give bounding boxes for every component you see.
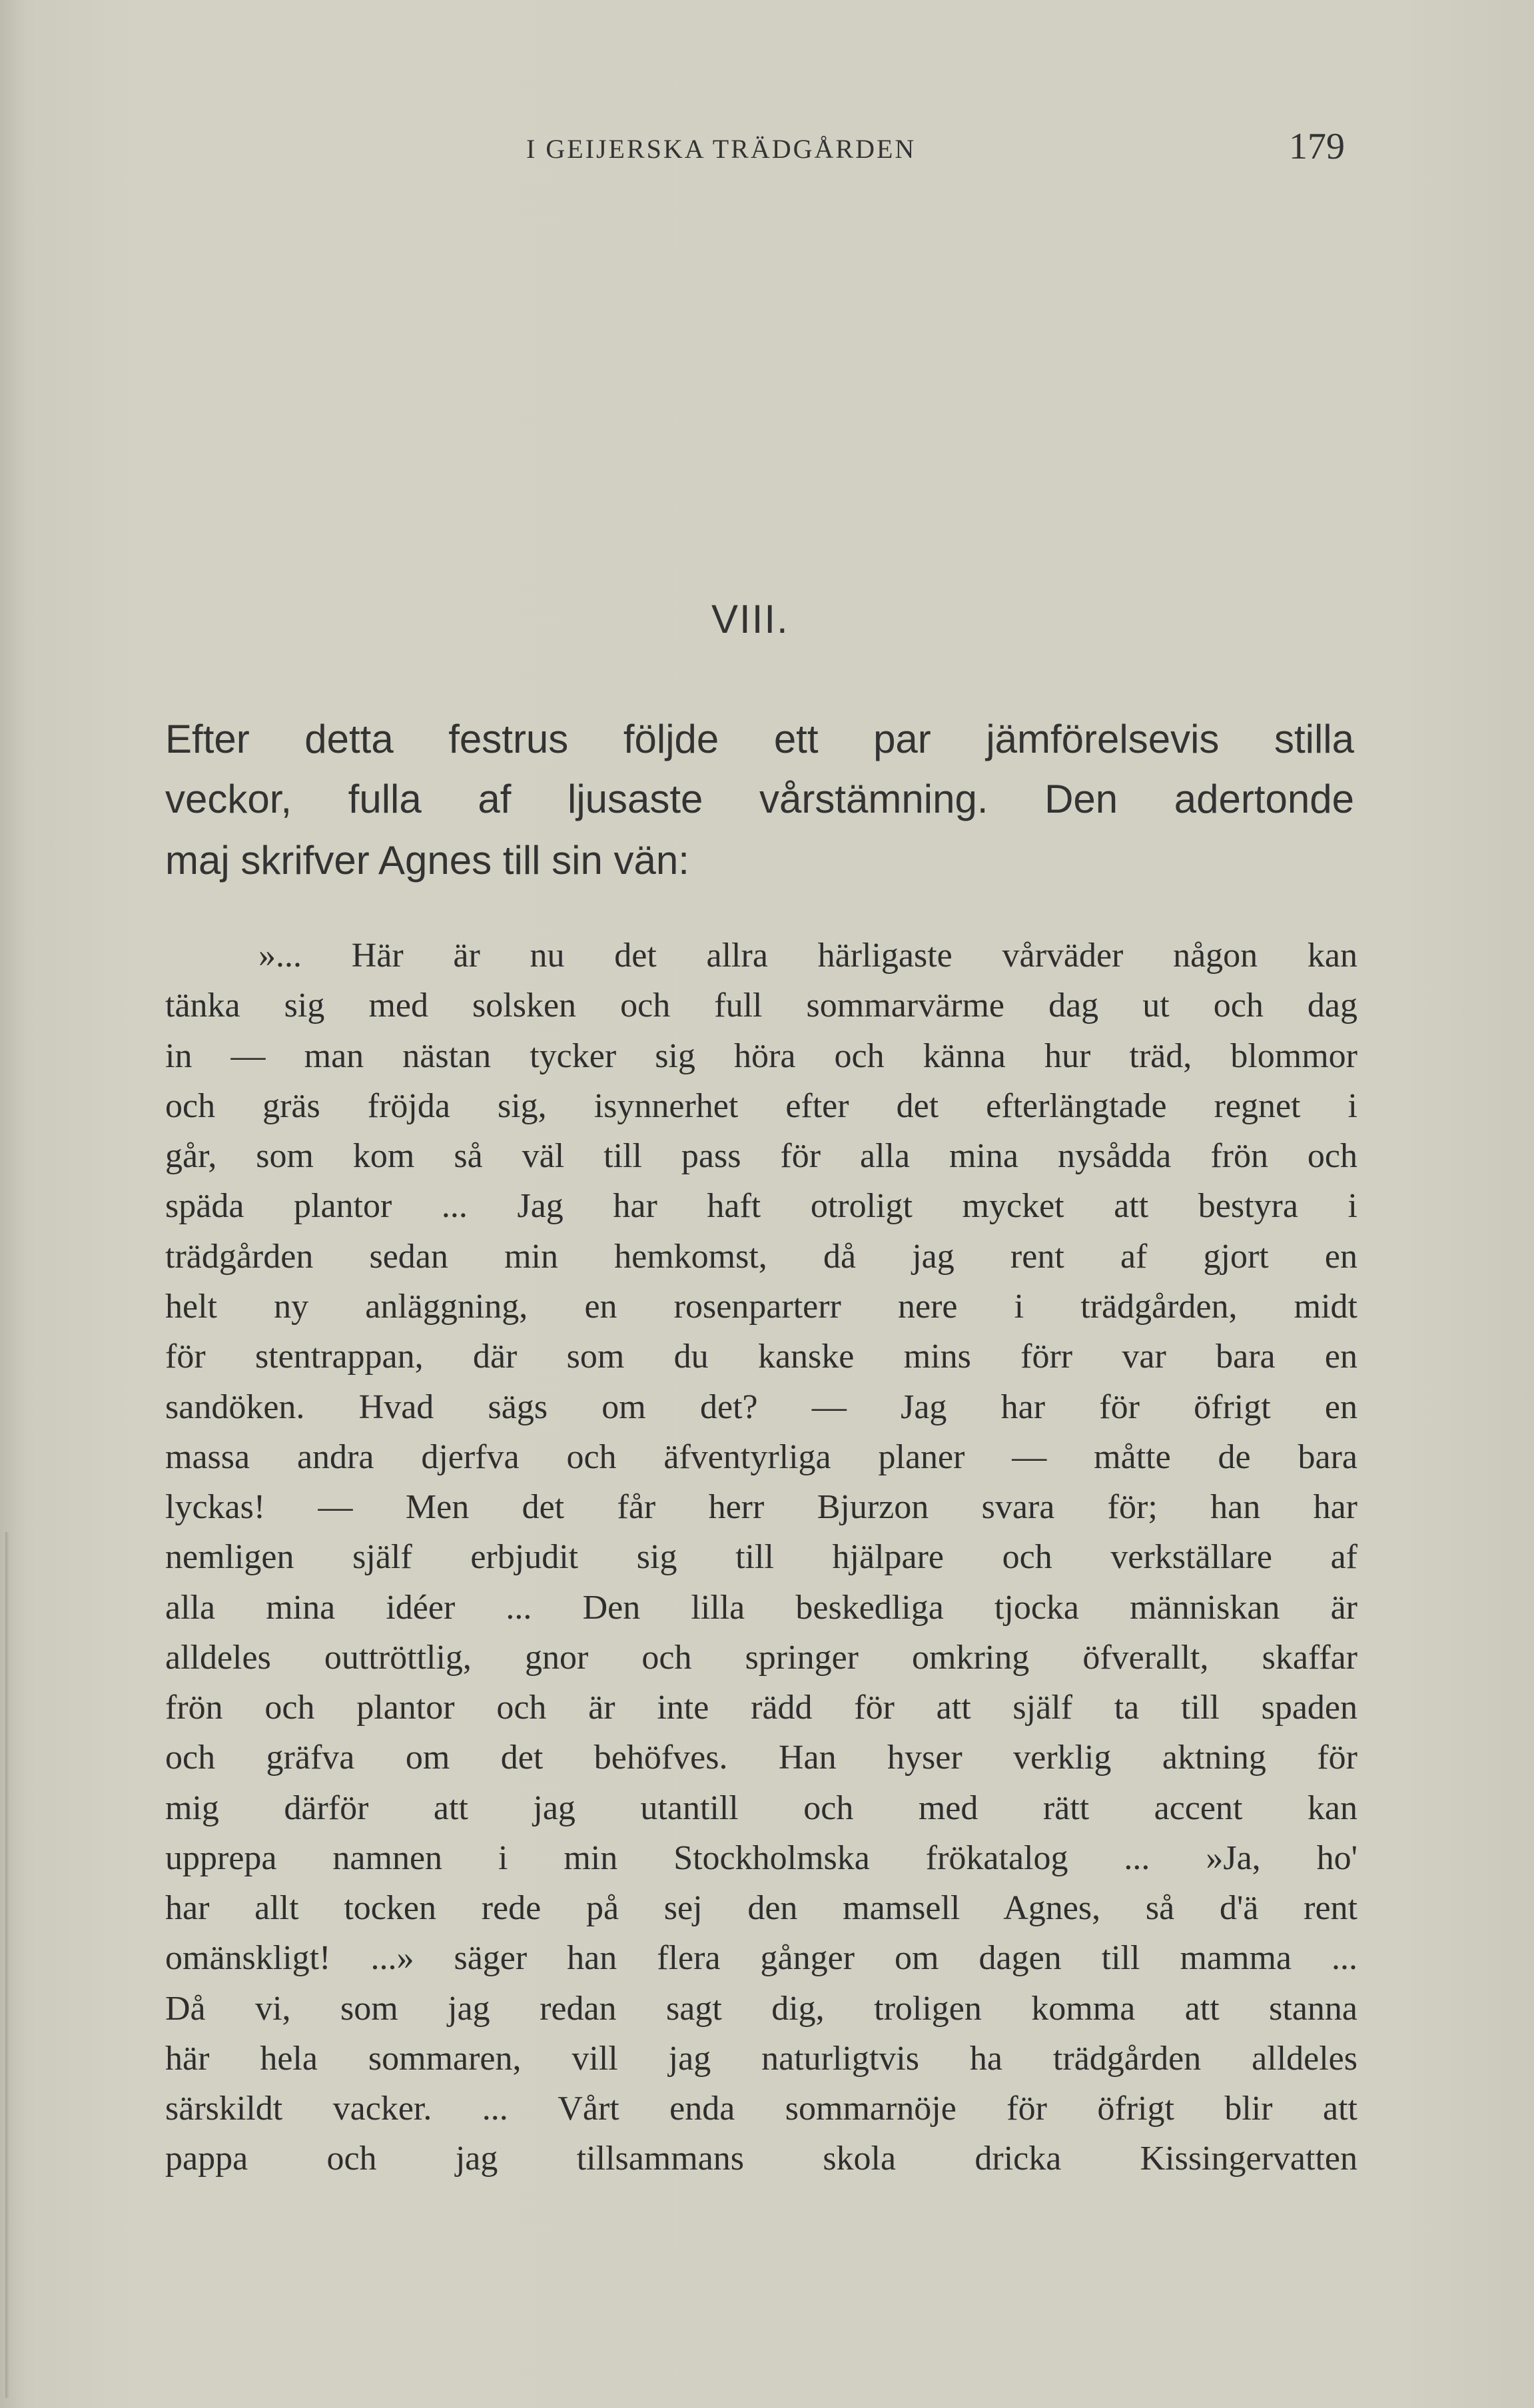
text-line: sandöken. Hvad sägs om det? — Jag har för öfrigt en	[165, 1388, 1357, 1426]
text-line: mig därför att jag utantill och med rätt accent kan	[165, 1789, 1357, 1827]
text-line: frön och plantor och är inte rädd för att själf ta till spaden	[165, 1689, 1357, 1727]
running-head-title: I GEIJERSKA TRÄDGÅRDEN	[526, 134, 917, 164]
text-line: för stentrappan, där som du kanske mins förr var bara en	[165, 1338, 1357, 1376]
text-line: veckor, fulla af ljusaste vårstämning. Den adertonde	[165, 777, 1354, 821]
chapter-heading: VIII.	[711, 597, 789, 641]
text-line: och gräfva om det behöfves. Han hyser verklig aktning för	[165, 1739, 1357, 1777]
text-line: har allt tocken rede på sej den mamsell Agnes, så d'ä rent	[165, 1889, 1357, 1927]
text-line: här hela sommaren, vill jag naturligtvis ha trädgården alldeles	[165, 2040, 1357, 2078]
text-line: tänka sig med solsken och full sommarvärme dag ut och dag	[165, 987, 1357, 1024]
text-line: »... Här är nu det allra härligaste vårväder någon kan	[258, 937, 1357, 975]
text-line: trädgården sedan min hemkomst, då jag rent af gjort en	[165, 1238, 1357, 1276]
page-gutter-shadow	[5, 1532, 9, 2398]
text-line: lyckas! — Men det får herr Bjurzon svara för; han har	[165, 1488, 1357, 1526]
text-line: går, som kom så väl till pass för alla mina nysådda frön och	[165, 1137, 1357, 1175]
page-number: 179	[1289, 126, 1345, 167]
text-line: maj skrifver Agnes till sin vän:	[165, 838, 689, 883]
text-line: alla mina idéer ... Den lilla beskedliga tjocka människan är	[165, 1589, 1357, 1627]
text-line: späda plantor ... Jag har haft otroligt mycket att bestyra i	[165, 1187, 1357, 1225]
text-line: nemligen själf erbjudit sig till hjälpare och verkställare af	[165, 1538, 1357, 1576]
text-line: Efter detta festrus följde ett par jämförelsevis stilla	[165, 717, 1354, 761]
text-line: Då vi, som jag redan sagt dig, troligen komma att stanna	[165, 1990, 1357, 2028]
text-line: upprepa namnen i min Stockholmska frökatalog ... »Ja, ho'	[165, 1839, 1357, 1877]
text-line: pappa och jag tillsammans skola dricka Kissingervatten	[165, 2140, 1357, 2178]
text-line: alldeles outtröttlig, gnor och springer omkring öfverallt, skaffar	[165, 1639, 1357, 1677]
text-line: omänskligt! ...» säger han flera gånger om dagen till mamma ...	[165, 1939, 1357, 1977]
text-line: och gräs fröjda sig, isynnerhet efter det efterlängtade regnet i	[165, 1087, 1357, 1125]
text-line: helt ny anläggning, en rosenparterr nere i trädgården, midt	[165, 1288, 1357, 1326]
text-line: särskildt vacker. ... Vårt enda sommarnöje för öfrigt blir att	[165, 2090, 1357, 2128]
text-line: in — man nästan tycker sig höra och känna hur träd, blommor	[165, 1037, 1357, 1075]
text-line: massa andra djerfva och äfventyrliga planer — måtte de bara	[165, 1438, 1357, 1476]
